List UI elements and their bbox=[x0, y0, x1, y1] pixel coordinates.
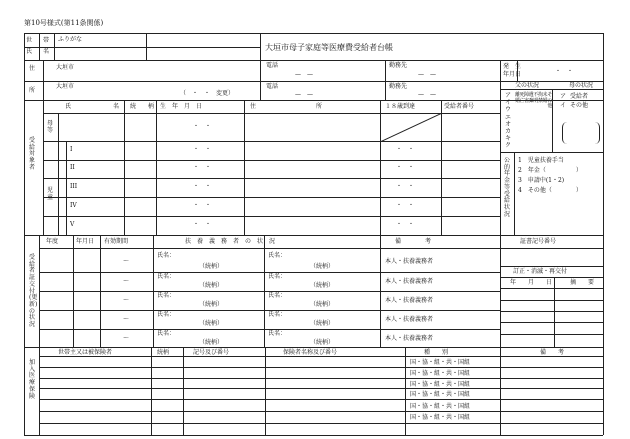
validity-tilde: 〜 bbox=[123, 296, 130, 304]
column-age-18: １８歳到達 bbox=[385, 103, 416, 110]
parent-label: 母等 bbox=[47, 120, 54, 134]
rule-line bbox=[39, 399, 603, 400]
reason-text: 死亡 bbox=[519, 92, 525, 104]
pension-option: 2 年金（ ） bbox=[518, 167, 582, 174]
supporter-relation-label: （続柄） bbox=[199, 320, 224, 327]
column-address: 住 所 bbox=[250, 103, 323, 110]
rule-line bbox=[39, 367, 603, 368]
supporter-relation-label: （続柄） bbox=[199, 263, 224, 270]
ledger-sheet bbox=[12, 0, 630, 439]
reason-text: 遺棄 bbox=[528, 92, 534, 104]
column-name: 氏 名 bbox=[65, 103, 120, 110]
remark-text: 本人・扶養義務者 bbox=[385, 277, 434, 285]
supporter-relation-label: （続柄） bbox=[199, 282, 224, 289]
reason-code: キ bbox=[505, 135, 512, 143]
rule-line bbox=[603, 33, 604, 435]
reason-text: その他 bbox=[547, 92, 553, 110]
birth-date-value: ・ ・ bbox=[555, 68, 574, 75]
reason-text: 未婚 bbox=[542, 92, 548, 104]
birth-date-dots: ・ ・ bbox=[193, 202, 212, 209]
rule-line bbox=[39, 378, 603, 379]
supporter-relation-label: （続柄） bbox=[310, 339, 335, 346]
mother-reason-text: 受給者 bbox=[570, 93, 589, 100]
supporter-name-label: 氏名： bbox=[157, 311, 176, 318]
reissue-date-label: 年 月 日 bbox=[510, 279, 553, 286]
column-insurance-relation: 続柄 bbox=[157, 349, 170, 356]
workplace-label-2: 勤務先 bbox=[389, 83, 408, 90]
rule-line bbox=[260, 33, 261, 60]
reason-code: ア bbox=[505, 92, 512, 99]
header-label-se: 世 bbox=[26, 37, 33, 44]
column-valid-period: 有効期間 bbox=[104, 238, 129, 245]
column-insurance-remarks: 備 考 bbox=[540, 349, 565, 356]
rule-line bbox=[39, 356, 603, 357]
rule-line bbox=[24, 235, 603, 236]
reissue-label: 訂正・消滅・再交付 bbox=[513, 268, 568, 275]
rule-line bbox=[151, 347, 152, 435]
note-bracket bbox=[562, 122, 600, 144]
column-date: 年月日 bbox=[76, 238, 95, 245]
rule-line bbox=[24, 33, 603, 34]
rule-line bbox=[124, 100, 125, 235]
rule-line bbox=[39, 423, 603, 424]
reason-text: 不明 bbox=[533, 92, 539, 104]
rule-line bbox=[500, 322, 603, 323]
age18-dots: ・ ・ bbox=[396, 183, 415, 190]
insurance-type-options: 国・協・組・共・国組 bbox=[410, 391, 471, 398]
change-note: （ ・ ・ 変更） bbox=[180, 90, 235, 97]
rule-line bbox=[43, 178, 500, 179]
remark-text: 本人・扶養義務者 bbox=[385, 334, 434, 342]
reason-code: ウ bbox=[505, 106, 512, 114]
rule-line bbox=[100, 235, 101, 347]
child-row-number: I bbox=[70, 146, 73, 153]
age18-dots: ・ ・ bbox=[396, 221, 415, 228]
rule-line bbox=[500, 347, 501, 435]
column-symbol-number: 記号及び番号 bbox=[193, 349, 230, 356]
insurance-section-label: 加入医療保険 bbox=[29, 359, 36, 400]
supporter-name-label: 氏名： bbox=[268, 252, 287, 259]
validity-tilde: 〜 bbox=[123, 257, 130, 265]
birth-date-dots: ・ ・ bbox=[193, 164, 212, 171]
child-row-number: V bbox=[70, 221, 75, 228]
ledger-title: 大垣市母子家庭等医療費受給者台帳 bbox=[265, 43, 393, 52]
supporter-relation-label: （続柄） bbox=[199, 339, 224, 346]
child-label: 児童 bbox=[47, 187, 54, 201]
workplace-value-2: — — bbox=[418, 91, 437, 98]
birth-date-dots: ・ ・ bbox=[193, 183, 212, 190]
rule-line bbox=[43, 141, 500, 142]
rule-line bbox=[156, 100, 157, 235]
reason-code: エ bbox=[505, 113, 512, 121]
birth-date-dots: ・ ・ bbox=[193, 146, 212, 153]
rule-line bbox=[39, 235, 40, 347]
supporter-relation-label: （続柄） bbox=[310, 263, 335, 270]
header-label-tai: 帯 bbox=[43, 37, 50, 44]
mother-reason-code: ア bbox=[560, 93, 567, 100]
rule-line bbox=[260, 60, 261, 100]
rule-line bbox=[500, 277, 603, 278]
supporter-name-label: 氏名： bbox=[157, 273, 176, 280]
rule-line bbox=[265, 347, 266, 435]
insurance-type-options: 国・協・組・共・国組 bbox=[410, 359, 471, 366]
workplace-value-1: — — bbox=[418, 71, 437, 78]
mother-reason-code: イ bbox=[560, 102, 567, 109]
pension-option: 3 申請中(1・2) bbox=[518, 177, 565, 184]
rule-line bbox=[39, 33, 40, 60]
column-remarks: 備 考 bbox=[395, 238, 432, 245]
supporter-name-label: 氏名： bbox=[268, 292, 287, 299]
mother-reason-text: その他 bbox=[570, 102, 589, 109]
workplace-label-1: 勤務先 bbox=[389, 62, 408, 69]
column-birth-date: 生 年 月 日 bbox=[160, 103, 203, 110]
phone-label-1: 電話 bbox=[266, 62, 279, 69]
age18-dots: ・ ・ bbox=[396, 202, 415, 209]
pension-status-label: 公的年金等受給状況 bbox=[504, 157, 511, 218]
phone-value-2: — — bbox=[295, 91, 314, 98]
insurance-type-options: 国・協・組・共・国組 bbox=[410, 403, 471, 410]
insurance-type-options: 国・協・組・共・国組 bbox=[410, 381, 471, 388]
validity-tilde: 〜 bbox=[123, 277, 130, 285]
rule-line bbox=[405, 347, 406, 435]
rule-line bbox=[58, 113, 59, 235]
rule-line bbox=[146, 33, 147, 60]
validity-tilde: 〜 bbox=[123, 334, 130, 342]
rule-line bbox=[500, 60, 501, 100]
remark-text: 本人・扶養義務者 bbox=[385, 296, 434, 304]
rule-line bbox=[500, 300, 603, 301]
rule-line bbox=[500, 152, 603, 153]
supporter-name-label: 氏名： bbox=[268, 330, 287, 337]
column-insured-holder: 世帯主又は被保険者 bbox=[58, 349, 113, 356]
rule-line bbox=[500, 288, 603, 289]
column-certificate-number: 証書記号番号 bbox=[520, 238, 557, 245]
reason-text: 障害 bbox=[524, 92, 530, 104]
reason-code: オ bbox=[505, 120, 512, 128]
reason-text: 拘禁 bbox=[538, 92, 544, 104]
rule-line bbox=[43, 160, 500, 161]
rule-line bbox=[500, 235, 501, 347]
city-name-1: 大垣市 bbox=[56, 64, 75, 71]
age18-dots: ・ ・ bbox=[396, 164, 415, 171]
rule-line bbox=[24, 435, 603, 436]
rule-line bbox=[514, 152, 515, 235]
column-insurer-name: 保険者名称及び番号 bbox=[283, 349, 338, 356]
birth-date-label: 発 生 年月日 bbox=[503, 63, 522, 79]
pension-option: 4 その他（ ） bbox=[518, 187, 582, 194]
supporter-name-label: 氏名： bbox=[268, 273, 287, 280]
column-fiscal-year: 年度 bbox=[46, 238, 59, 245]
rule-line bbox=[39, 411, 603, 412]
reason-code: ク bbox=[505, 142, 512, 150]
rule-line bbox=[500, 266, 603, 267]
supporter-name-label: 氏名： bbox=[268, 311, 287, 318]
supporter-relation-label: （続柄） bbox=[310, 282, 335, 289]
father-status-label: 父の状況 bbox=[515, 82, 540, 89]
rule-line bbox=[43, 197, 500, 198]
rule-line bbox=[39, 347, 40, 435]
birth-date-dots: ・ ・ bbox=[193, 221, 212, 228]
rule-line bbox=[39, 248, 603, 249]
reason-code: カ bbox=[505, 128, 512, 135]
rule-line bbox=[43, 216, 500, 217]
phone-value-1: — — bbox=[295, 71, 314, 78]
remark-text: 本人・扶養義務者 bbox=[385, 315, 434, 323]
child-row-number: III bbox=[70, 183, 78, 190]
address-label-ju: 住 bbox=[29, 65, 36, 72]
supporter-name-label: 氏名： bbox=[157, 330, 176, 337]
reason-text: 離婚 bbox=[515, 92, 521, 104]
insurance-type-options: 国・協・組・共・国組 bbox=[410, 370, 471, 377]
supporter-relation-label: （続柄） bbox=[199, 301, 224, 308]
rule-line bbox=[500, 334, 603, 335]
column-supporter-status: 扶 養 義 務 者 の 状 況 bbox=[185, 238, 276, 245]
rule-line bbox=[380, 100, 381, 235]
rule-line bbox=[43, 100, 44, 235]
rule-line bbox=[554, 277, 555, 347]
child-row-number: IV bbox=[70, 202, 77, 209]
rule-line bbox=[73, 235, 74, 347]
rule-line bbox=[66, 141, 67, 235]
validity-tilde: 〜 bbox=[123, 315, 130, 323]
address-label-sho: 所 bbox=[29, 87, 36, 94]
age18-dots: ・ ・ bbox=[396, 146, 415, 153]
column-relation: 続 柄 bbox=[130, 103, 155, 110]
rule-line bbox=[43, 60, 44, 100]
reissue-summary-label: 摘 要 bbox=[570, 279, 595, 286]
rule-line bbox=[24, 47, 260, 48]
rule-line bbox=[500, 311, 603, 312]
form-number-label: 第10号様式(第11条関係) bbox=[24, 19, 104, 27]
rule-line bbox=[500, 100, 501, 235]
recipients-section-label: 受給対象者 bbox=[29, 137, 36, 171]
rule-line bbox=[39, 388, 603, 389]
rule-line bbox=[183, 347, 184, 435]
supporter-name-label: 氏名： bbox=[157, 252, 176, 259]
rule-line bbox=[54, 33, 55, 60]
insurance-type-options: 国・協・組・共・国組 bbox=[410, 414, 471, 421]
supporter-relation-label: （続柄） bbox=[310, 320, 335, 327]
supporter-relation-label: （続柄） bbox=[310, 301, 335, 308]
rule-line bbox=[24, 33, 25, 435]
rule-line bbox=[385, 60, 386, 100]
header-label-mei: 名 bbox=[43, 48, 50, 55]
child-row-number: II bbox=[70, 164, 75, 171]
rule-line bbox=[43, 113, 500, 114]
rule-line bbox=[380, 235, 381, 347]
header-label-shi: 氏 bbox=[26, 48, 33, 55]
rule-line bbox=[153, 235, 154, 347]
reason-code: イ bbox=[505, 99, 512, 107]
pension-option: 1 児童扶養手当 bbox=[518, 157, 564, 164]
phone-label-2: 電話 bbox=[266, 83, 279, 90]
city-name-2: 大垣市 bbox=[56, 83, 75, 90]
remark-text: 本人・扶養義務者 bbox=[385, 257, 434, 265]
rule-line bbox=[244, 100, 245, 235]
furigana-label: ふりがな bbox=[58, 36, 83, 43]
diagonal-rule bbox=[381, 113, 441, 142]
rule-line bbox=[264, 235, 265, 347]
supporter-name-label: 氏名： bbox=[157, 292, 176, 299]
rule-line bbox=[441, 100, 442, 235]
mother-status-label: 母の状況 bbox=[569, 82, 594, 89]
parent-birth-dots: ・ ・ bbox=[193, 123, 212, 130]
rule-line bbox=[24, 347, 603, 348]
supporters-section-label: 受給者証交付(更新)の状況 bbox=[29, 254, 38, 329]
column-recipient-number: 受給者番号 bbox=[444, 103, 475, 110]
column-insurance-type: 種 別 bbox=[424, 349, 449, 356]
